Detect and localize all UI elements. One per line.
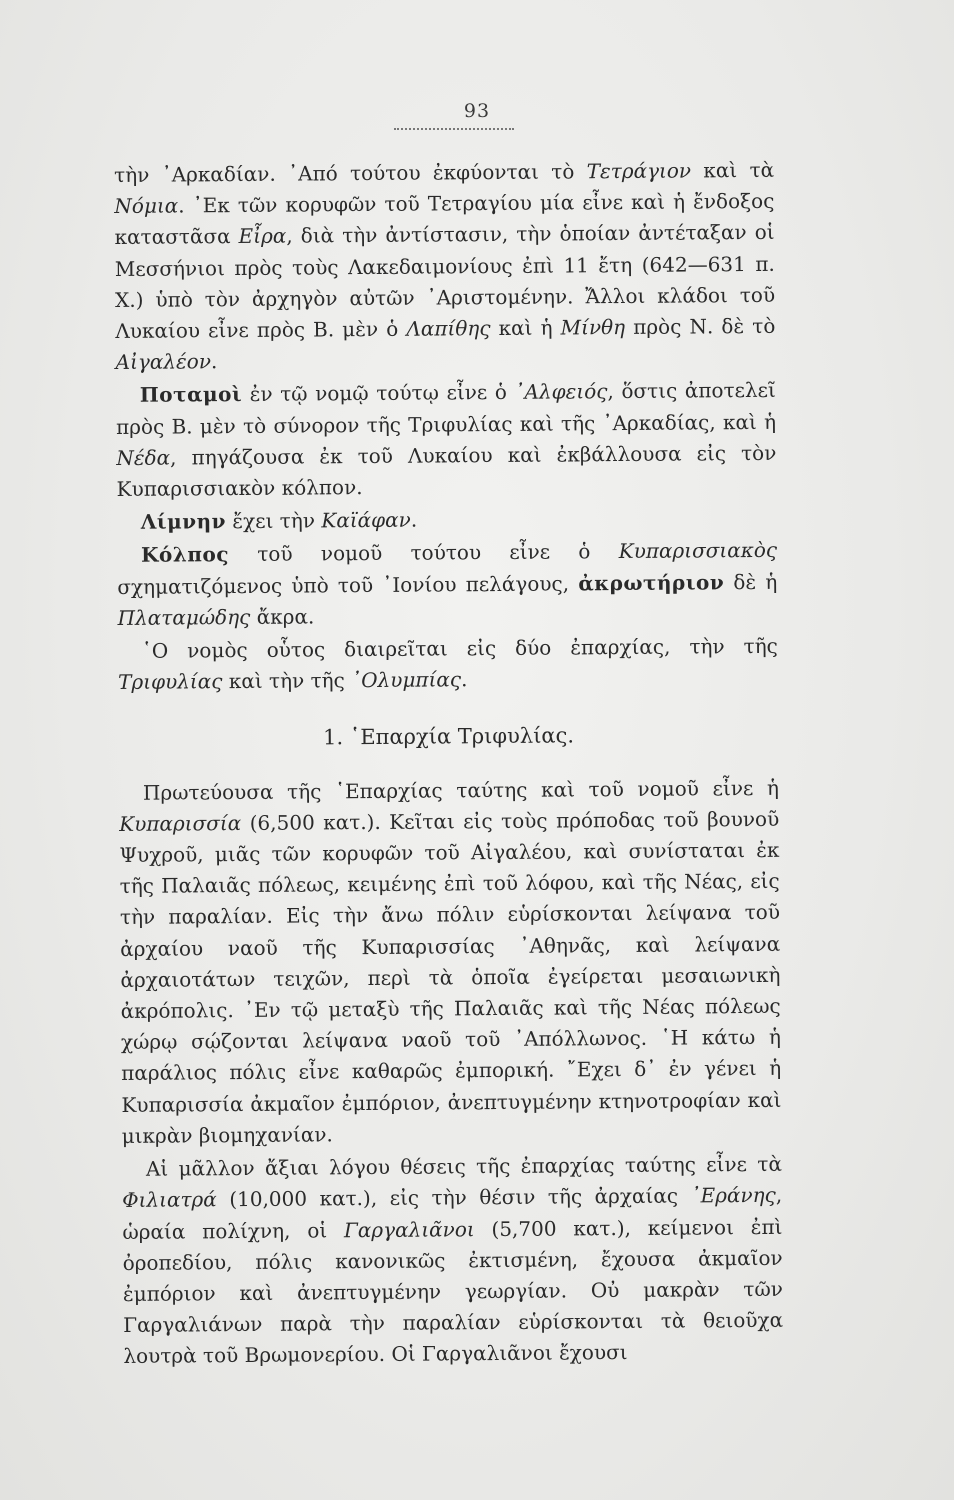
bold-term: Λίμνην bbox=[140, 509, 227, 535]
italic-term: Κυπαρισσιακὸς bbox=[618, 538, 778, 564]
italic-term: Φιλιατρά bbox=[122, 1187, 217, 1213]
italic-term: ᾿Αλφειός bbox=[514, 379, 608, 405]
italic-term: Τριφυλίας bbox=[118, 669, 223, 695]
bold-term: ἀκρωτήριον bbox=[578, 569, 725, 596]
text-run: , πηγάζουσα ἐκ τοῦ Λυκαίου καὶ ἐκβάλλουσα εἰς τὸν Κυπαρισσιακὸν κόλπον. bbox=[116, 440, 777, 502]
text-run: , ὡραία πολίχνη, οἱ bbox=[122, 1183, 783, 1244]
text-run: ῾Ο νομὸς οὗτος διαιρεῖται εἰς δύο ἐπαρχίας, τὴν τῆς bbox=[141, 633, 778, 663]
text-run: τοῦ νομοῦ τούτου εἶνε ὁ bbox=[228, 539, 619, 567]
text-run: σχηματιζόμενος ὑπὸ τοῦ ᾿Ιονίου πελάγους, bbox=[117, 571, 579, 599]
paragraph-kyparissia bbox=[119, 772, 782, 1152]
text-run: . bbox=[210, 349, 218, 374]
paragraph-lake bbox=[117, 502, 777, 538]
italic-term: Τετράγιον bbox=[586, 158, 692, 184]
text-run: . ᾿Εκ τῶν κορυφῶν τοῦ Τετραγίου μία εἶνε καὶ ἡ ἔνδοξος καταστᾶσα bbox=[114, 189, 775, 250]
paragraph-other-towns bbox=[122, 1149, 784, 1373]
text-run: καὶ ἡ bbox=[490, 315, 561, 341]
italic-term: Λαπίθης bbox=[406, 316, 491, 341]
text-run: καὶ τὴν τῆς bbox=[222, 668, 352, 694]
paragraph-gulf bbox=[117, 535, 778, 634]
section-heading: 1. ῾Επαρχία Τριφυλίας. bbox=[322, 723, 575, 750]
text-run: Αἱ μᾶλλον ἄξιαι λόγου θέσεις τῆς ἐπαρχίας ταύτης εἶνε τὰ bbox=[145, 1151, 782, 1181]
text-run: , ὅστις ἀποτελεῖ πρὸς Β. μὲν τὸ σύνορον τῆς Τριφυλίας καὶ τῆς ᾿Αρκαδίας, καὶ ἡ bbox=[115, 378, 777, 439]
text-run: (6,500 κατ.). Κεῖται εἰς τοὺς πρόποδας τοῦ βουνοῦ Ψυχροῦ, μιᾶς τῶν κορυφῶν τοῦ Αἰγαλέου, καὶ συνίσταται ἐκ τῆς Παλαιᾶς πόλεως, κειμένης ἐπὶ τοῦ λόφου, καὶ τῆς Νέας, εἰς τὴν παραλίαν. Εἰς τὴν ἄνω πόλιν εὑρίσκονται λείψανα τοῦ ἀρχαίου ναοῦ τῆς Κυπαρισσίας ᾿Αθηνᾶς, καὶ λείψανα ἀρχαιοτάτων τειχῶν, περὶ τὰ ὁποῖα ἐγείρεται μεσαιωνικὴ ἀκρόπολις. ᾿Εν τῷ μεταξὺ τῆς Παλαιᾶς καὶ τῆς Νέας πόλεως χώρῳ σῴζονται λείψανα ναοῦ τοῦ ᾿Απόλλωνος. ῾Η κάτω ἡ παράλιος πόλις εἶνε καθαρῶς ἐμπορική. ῎Εχει δ᾿ ἐν γένει ἡ Κυπαρισσία ἀκμαῖον ἐμπόριον, ἀνεπτυγμένην κτηνοτροφίαν καὶ μικρὰν βιομηχανίαν. bbox=[119, 806, 782, 1148]
text-run: (5,700 κατ.), κείμενοι ἐπὶ ὀροπεδίου, πόλις κανονικῶς ἐκτισμένη, ἔχουσα ἀκμαῖον ἐμπόριον καὶ ἀνεπτυγμένην γεωργίαν. Οὐ μακρὰν τῶν Γαργαλιάνων παρὰ τὴν παραλίαν εὑρίσκονται τὰ θειοῦχα λουτρὰ τοῦ Βρωμονερίου. Οἱ Γαργαλιᾶνοι ἔχουσι bbox=[122, 1214, 784, 1369]
text-run: τὴν ᾿Αρκαδίαν. ᾿Από τούτου ἐκφύονται τὸ bbox=[114, 159, 587, 187]
text-run: , διὰ τὴν ἀντίστασιν, τὴν ὁποίαν ἀντέταξαν οἱ Μεσσήνιοι πρὸς τοὺς Λακεδαιμονίους ἐπὶ 11 ἔτη (642—631 π. Χ.) ὑπὸ τὸν ἀρχηγὸν αὐτῶν ᾿Αριστομένην. Ἄλλοι κλάδοι τοῦ Λυκαίου εἶνε πρὸς Β. μὲν ὁ bbox=[114, 220, 776, 344]
italic-term: Κυπαρισσία bbox=[119, 810, 242, 836]
text-run: ἄκρα. bbox=[250, 604, 315, 629]
paragraph-arcadia-mountains bbox=[114, 155, 776, 379]
body-text bbox=[114, 155, 784, 1373]
italic-term: Πλαταμώδης bbox=[117, 604, 251, 630]
italic-term: Αἰγαλέον bbox=[115, 349, 212, 375]
text-run: πρὸς Ν. δὲ τὸ bbox=[625, 313, 776, 340]
paragraph-provinces bbox=[118, 631, 778, 699]
italic-term: Εἶρα bbox=[238, 224, 287, 249]
bold-term: Κόλπος bbox=[141, 542, 230, 568]
text-run: . bbox=[460, 667, 468, 692]
paragraph-rivers bbox=[116, 375, 777, 505]
italic-term: Μίνθη bbox=[560, 315, 626, 340]
text-run: καὶ τὰ bbox=[690, 157, 775, 183]
italic-term: Καϊάφαν bbox=[321, 507, 411, 533]
text-run: . bbox=[410, 507, 418, 532]
italic-term: ᾿Εράνης bbox=[690, 1183, 776, 1208]
text-run: ἔχει τὴν bbox=[225, 508, 322, 534]
italic-term: Γαργαλιᾶνοι bbox=[343, 1216, 475, 1242]
page-number: 93 bbox=[463, 100, 491, 122]
italic-term: Νόμια bbox=[114, 193, 179, 219]
italic-term: ᾿Ολυμπίας bbox=[351, 667, 462, 693]
text-run: (10,000 κατ.), εἰς τὴν θέσιν τῆς ἀρχαίας bbox=[216, 1183, 691, 1212]
text-run: ἐν τῷ νομῷ τούτῳ εἶνε ὁ bbox=[241, 380, 515, 407]
text-run: δὲ ἡ bbox=[724, 569, 778, 594]
bold-term: Ποταμοὶ bbox=[139, 382, 243, 408]
text-run: Πρωτεύουσα τῆς ῾Επαρχίας ταύτης καὶ τοῦ νομοῦ εἶνε ἡ bbox=[142, 775, 780, 805]
italic-term: Νέδα bbox=[116, 445, 171, 470]
page-number-rule bbox=[394, 128, 514, 130]
